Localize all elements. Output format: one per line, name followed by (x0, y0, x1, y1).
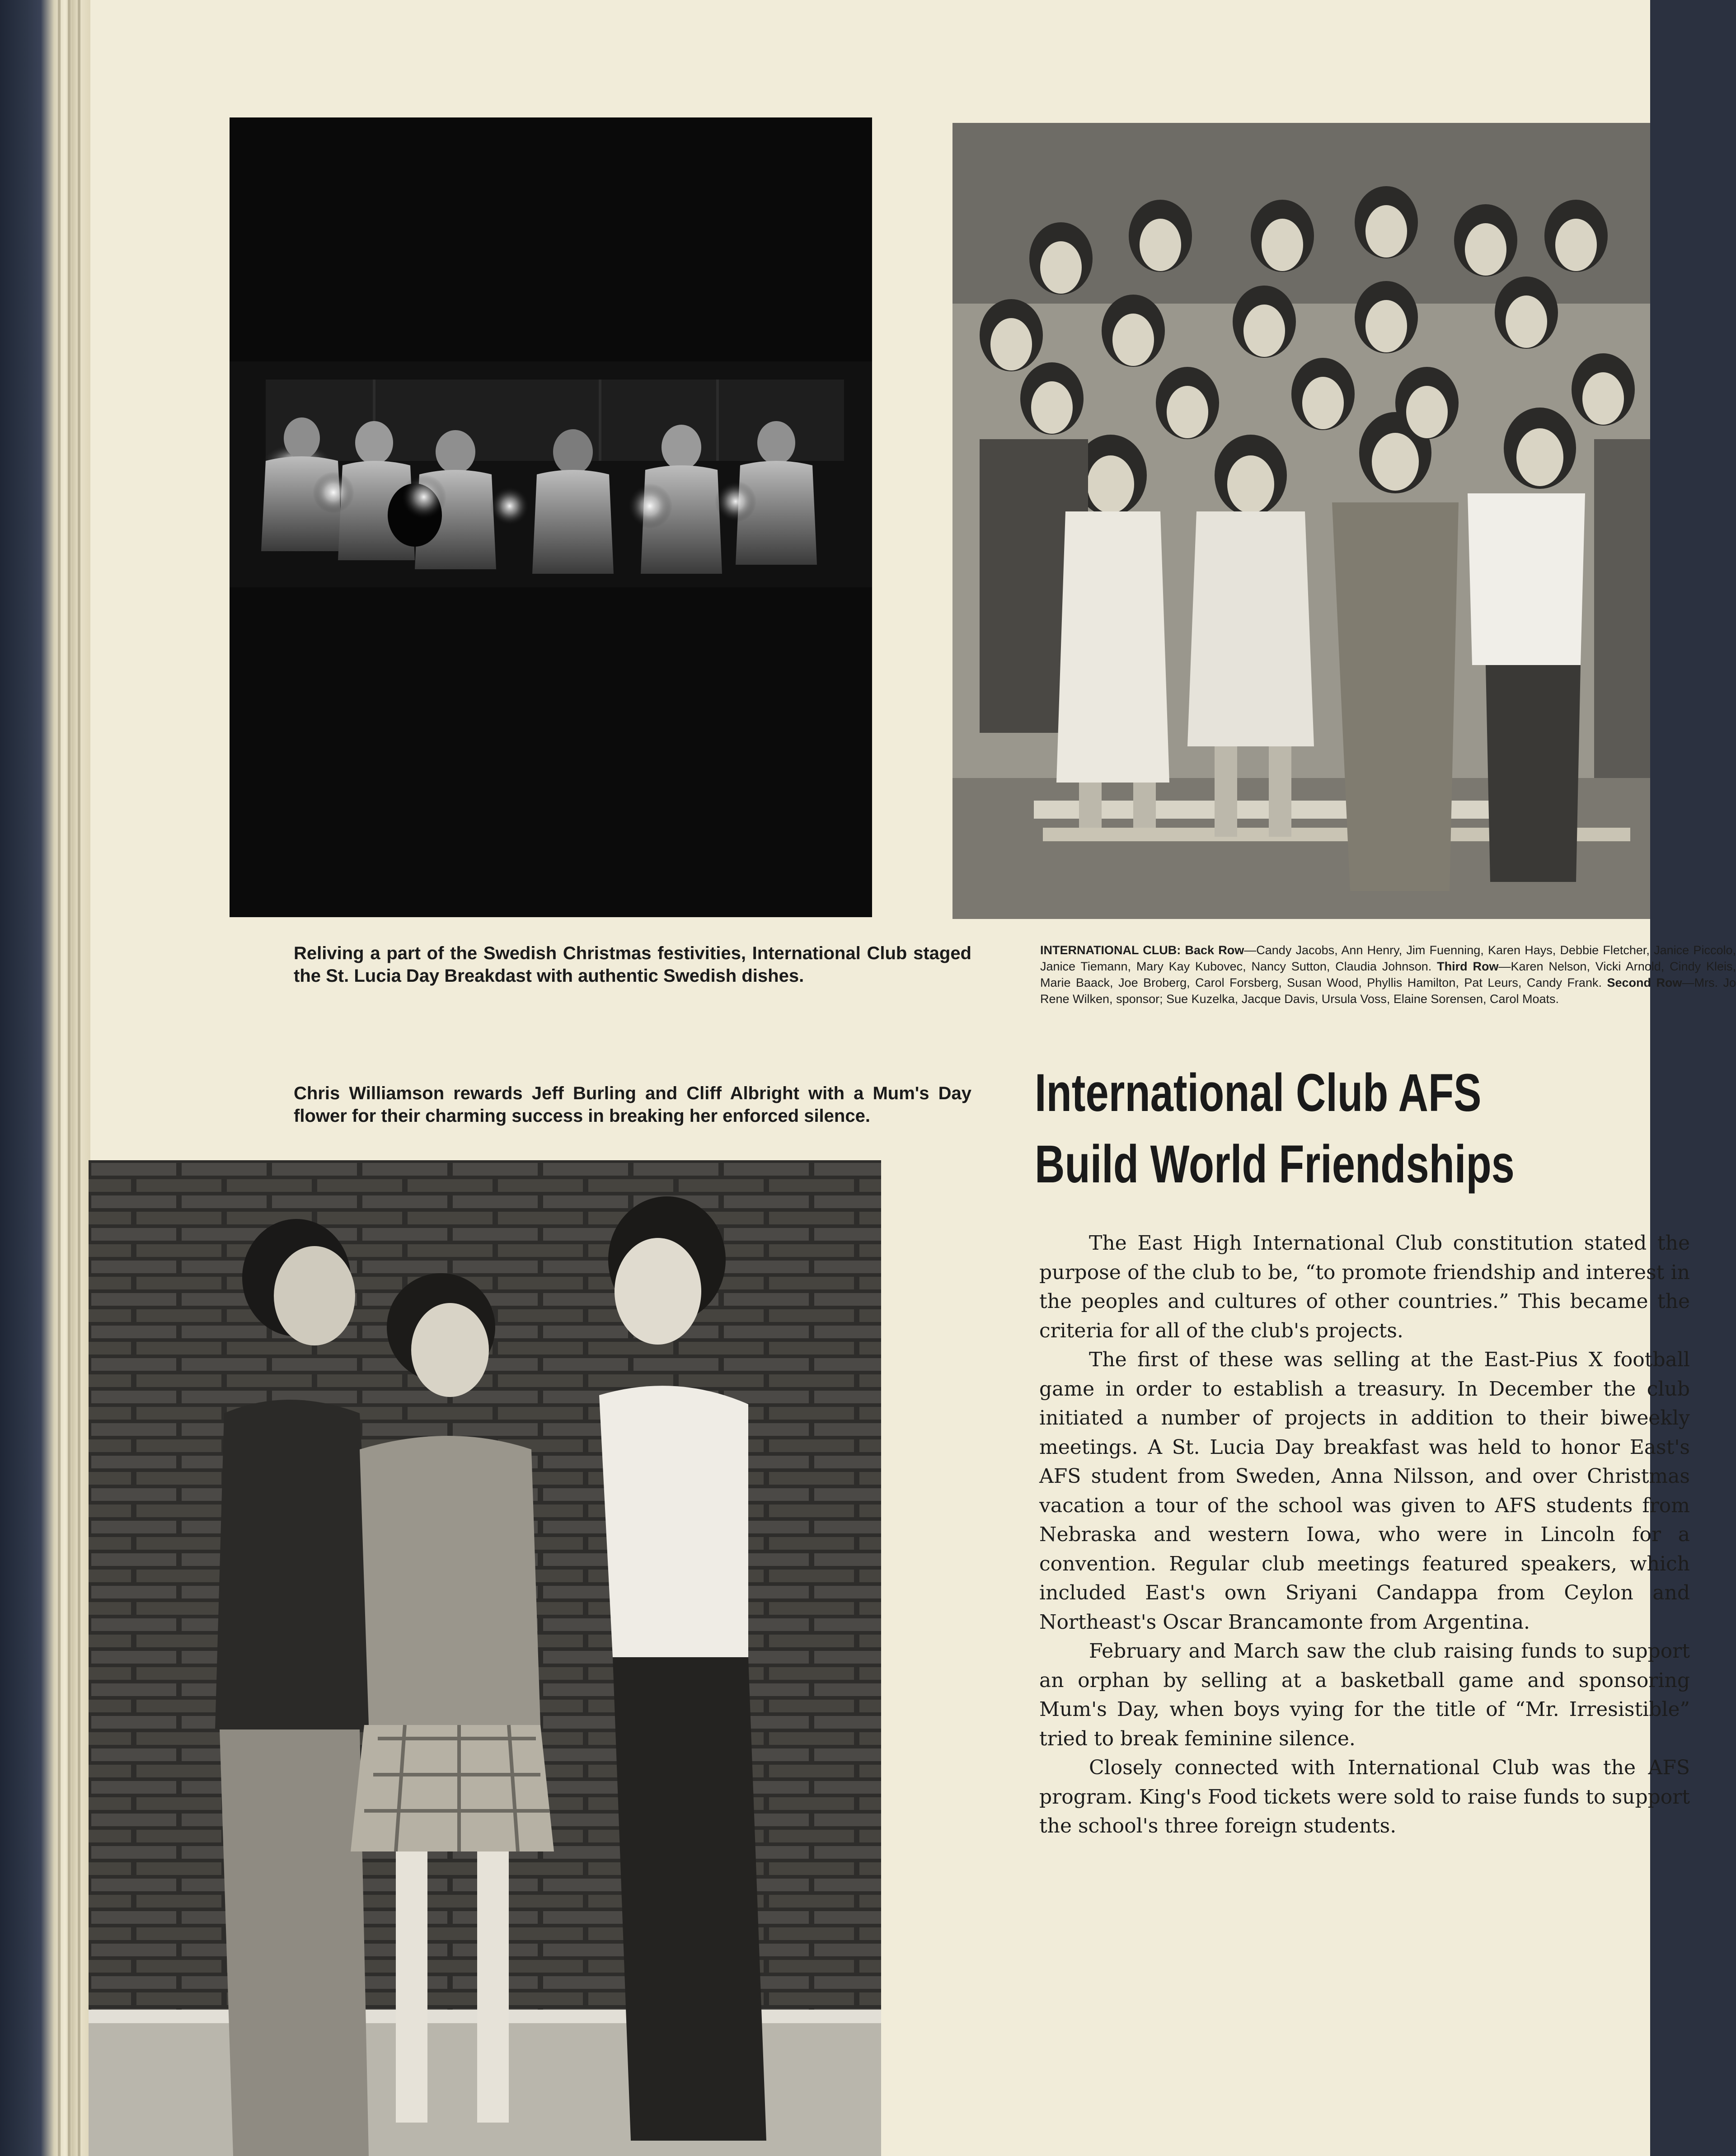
book-binding (0, 0, 90, 2156)
second-row-label: Second Row (1607, 976, 1682, 989)
second-row-names: —Mrs. Jo Rene Wilken, sponsor; Sue Kuzelka, Jacque Davis, Ursula Voss, Elaine Sorensen, Carol Moats. (1040, 976, 1736, 1006)
headline-line-1: International Club AFS (1035, 1063, 1482, 1123)
back-row-label: Back Row (1185, 943, 1244, 957)
page-edge (78, 0, 80, 2156)
page-edge (58, 0, 61, 2156)
mums-day-photo (89, 1160, 881, 2156)
headline-line-2: Build World Friendships (1035, 1134, 1515, 1194)
back-row-names: —Candy Jacobs, Ann Henry, Jim Fuenning, Karen Hays, Debbie Fletcher, Janice Piccolo, Janice Tiemann, Mary Kay Kubovec, Nancy Sutton, Claudia Johnson. (1040, 943, 1736, 973)
club-label: INTERNATIONAL CLUB: (1040, 943, 1181, 957)
st-lucia-caption: Reliving a part of the Swedish Christmas festivities, International Club staged the St. Lucia Day Breakdast with authentic Swedish dishes. (294, 943, 971, 986)
international-club-group-photo (952, 123, 1650, 919)
body-paragraph: The first of these was selling at the East-Pius X football game in order to establish a treasury. In December the club initiated a number of projects in addition to their biweekly meetings. A St. Lucia Day breakfast was held to honor East's AFS student from Sweden, Anna Nilsson, and over Christmas vacation a tour of the school was given to AFS students from Nebraska and western Iowa, who were in Lincoln for a convention. Regular club meetings featured speakers, which included East's own Sriyani Candappa from Ceylon and Northeast's Oscar Brancamonte from Argentina. (1039, 1348, 1690, 1634)
st-lucia-photo (230, 117, 872, 917)
article-body (1039, 1229, 1690, 1841)
body-paragraph: Closely connected with International Club was the AFS program. King's Food tickets were sold to raise funds to support the school's three foreign students. (1039, 1756, 1690, 1837)
body-paragraph: February and March saw the club raising funds to support an orphan by selling at a basketball game and sponsoring Mum's Day, when boys vying for the title of “Mr. Irresistible” tried to break feminine silence. (1039, 1640, 1690, 1750)
third-row-names: —Karen Nelson, Vicki Arnold, Cindy Kleis, Marie Baack, Joe Broberg, Carol Forsberg, Susan Wood, Phyllis Hamilton, Pat Leurs, Candy Frank. (1040, 960, 1736, 989)
yearbook-page (90, 0, 1736, 2156)
body-paragraph: The East High International Club constitution stated the purpose of the club to be, “to promote friendship and interest in the peoples and cultures of other countries.” This became the criteria for all of the club's projects. (1039, 1232, 1690, 1342)
club-roster-caption (1040, 942, 1736, 1007)
page-edge (68, 0, 70, 2156)
mums-day-caption: Chris Williamson rewards Jeff Burling and Cliff Albright with a Mum's Day flower for their charming success in breaking her enforced silence. (294, 1083, 971, 1126)
page-headline (1035, 1057, 1577, 1200)
third-row-label: Third Row (1437, 960, 1499, 973)
